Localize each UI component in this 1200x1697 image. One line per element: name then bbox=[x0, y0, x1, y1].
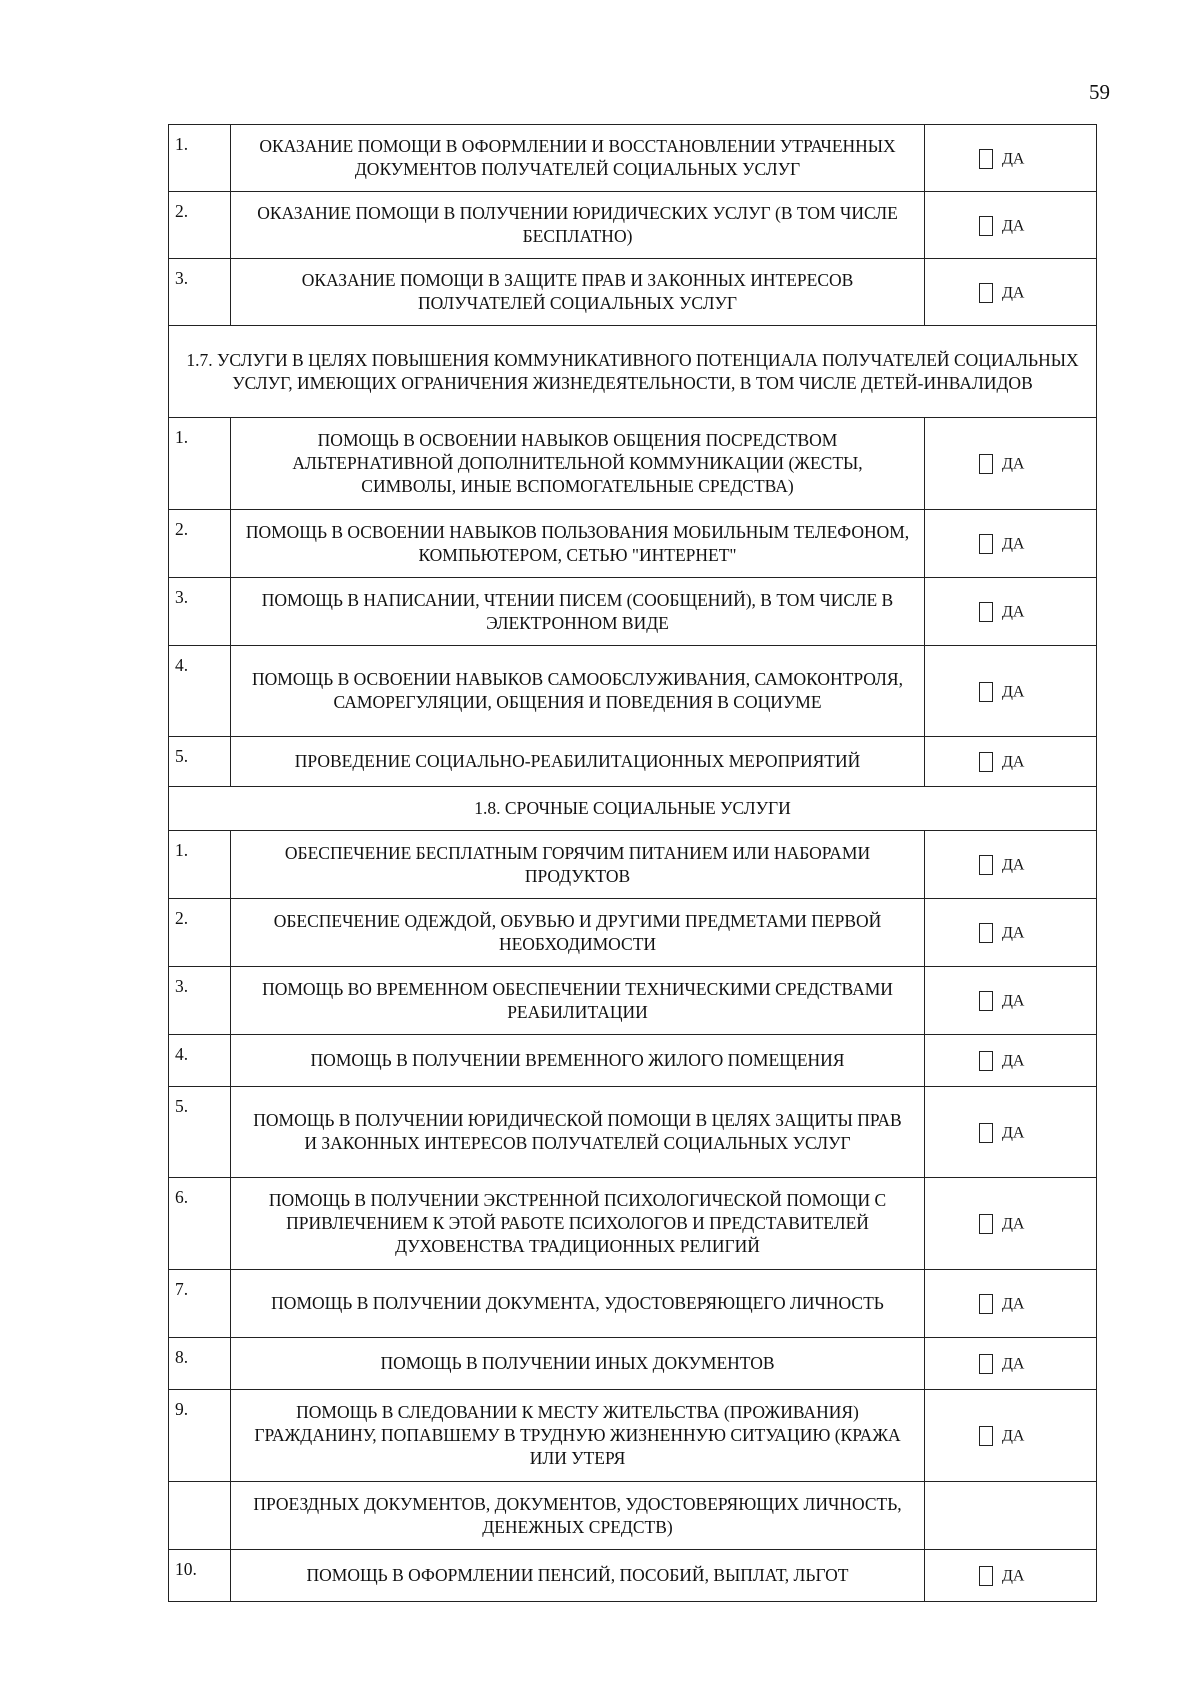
service-name: ОБЕСПЕЧЕНИЕ БЕСПЛАТНЫМ ГОРЯЧИМ ПИТАНИЕМ ИЛИ НАБОРАМИ ПРОДУКТОВ bbox=[231, 831, 925, 899]
table-row bbox=[169, 259, 1097, 326]
service-name: ПОМОЩЬ В НАПИСАНИИ, ЧТЕНИИ ПИСЕМ (СООБЩЕНИЙ), В ТОМ ЧИСЛЕ В ЭЛЕКТРОННОМ ВИДЕ bbox=[231, 578, 925, 646]
service-name: ПРОВЕДЕНИЕ СОЦИАЛЬНО-РЕАБИЛИТАЦИОННЫХ МЕРОПРИЯТИЙ bbox=[231, 737, 925, 787]
yes-label: ДА bbox=[1002, 455, 1025, 473]
checkbox[interactable] bbox=[979, 1123, 993, 1143]
service-name: ПОМОЩЬ В ОСВОЕНИИ НАВЫКОВ САМООБСЛУЖИВАНИЯ, САМОКОНТРОЛЯ, САМОРЕГУЛЯЦИИ, ОБЩЕНИЯ И ПОВЕДЕНИЯ В СОЦИУМЕ bbox=[231, 646, 925, 737]
table-row bbox=[169, 899, 1097, 967]
yes-label: ДА bbox=[1002, 753, 1025, 771]
table-row bbox=[169, 1550, 1097, 1602]
yes-option[interactable] bbox=[925, 737, 1097, 787]
service-name: ОБЕСПЕЧЕНИЕ ОДЕЖДОЙ, ОБУВЬЮ И ДРУГИМИ ПРЕДМЕТАМИ ПЕРВОЙ НЕОБХОДИМОСТИ bbox=[231, 899, 925, 967]
yes-label: ДА bbox=[1002, 992, 1025, 1010]
yes-option[interactable] bbox=[925, 1178, 1097, 1270]
checkbox[interactable] bbox=[979, 1051, 993, 1071]
checkbox[interactable] bbox=[979, 602, 993, 622]
checkbox[interactable] bbox=[979, 991, 993, 1011]
table-row bbox=[169, 967, 1097, 1035]
section-heading: 1.8. СРОЧНЫЕ СОЦИАЛЬНЫЕ УСЛУГИ bbox=[169, 787, 1097, 831]
row-number: 6. bbox=[169, 1178, 231, 1270]
empty-check-cell bbox=[925, 1482, 1097, 1550]
table-row bbox=[169, 737, 1097, 787]
service-name: ПОМОЩЬ В ПОЛУЧЕНИИ ИНЫХ ДОКУМЕНТОВ bbox=[231, 1338, 925, 1390]
yes-option[interactable] bbox=[925, 646, 1097, 737]
section-row bbox=[169, 787, 1097, 831]
yes-option[interactable] bbox=[925, 125, 1097, 192]
yes-option[interactable] bbox=[925, 1338, 1097, 1390]
checkbox[interactable] bbox=[979, 1354, 993, 1374]
yes-label: ДА bbox=[1002, 1427, 1025, 1445]
yes-label: ДА bbox=[1002, 217, 1025, 235]
checkbox[interactable] bbox=[979, 682, 993, 702]
row-number: 9. bbox=[169, 1390, 231, 1482]
yes-option[interactable] bbox=[925, 831, 1097, 899]
yes-label: ДА bbox=[1002, 1052, 1025, 1070]
checkbox[interactable] bbox=[979, 1426, 993, 1446]
yes-label: ДА bbox=[1002, 1355, 1025, 1373]
service-name: ПОМОЩЬ В ПОЛУЧЕНИИ ДОКУМЕНТА, УДОСТОВЕРЯЮЩЕГО ЛИЧНОСТЬ bbox=[231, 1270, 925, 1338]
yes-label: ДА bbox=[1002, 535, 1025, 553]
yes-label: ДА bbox=[1002, 284, 1025, 302]
checkbox[interactable] bbox=[979, 1294, 993, 1314]
yes-label: ДА bbox=[1002, 924, 1025, 942]
checkbox[interactable] bbox=[979, 752, 993, 772]
table-row bbox=[169, 1035, 1097, 1087]
service-name: ПРОЕЗДНЫХ ДОКУМЕНТОВ, ДОКУМЕНТОВ, УДОСТОВЕРЯЮЩИХ ЛИЧНОСТЬ, ДЕНЕЖНЫХ СРЕДСТВ) bbox=[231, 1482, 925, 1550]
services-table-body bbox=[169, 125, 1097, 1602]
service-name: ПОМОЩЬ В ПОЛУЧЕНИИ ВРЕМЕННОГО ЖИЛОГО ПОМЕЩЕНИЯ bbox=[231, 1035, 925, 1087]
section-row bbox=[169, 326, 1097, 418]
yes-label: ДА bbox=[1002, 1295, 1025, 1313]
service-name: ОКАЗАНИЕ ПОМОЩИ В ПОЛУЧЕНИИ ЮРИДИЧЕСКИХ УСЛУГ (В ТОМ ЧИСЛЕ БЕСПЛАТНО) bbox=[231, 192, 925, 259]
row-number: 3. bbox=[169, 578, 231, 646]
checkbox[interactable] bbox=[979, 1566, 993, 1586]
row-number: 10. bbox=[169, 1550, 231, 1602]
yes-option[interactable] bbox=[925, 192, 1097, 259]
services-table bbox=[168, 124, 1097, 1602]
row-number: 4. bbox=[169, 646, 231, 737]
table-row bbox=[169, 125, 1097, 192]
yes-label: ДА bbox=[1002, 1215, 1025, 1233]
checkbox[interactable] bbox=[979, 923, 993, 943]
yes-label: ДА bbox=[1002, 856, 1025, 874]
row-number: 2. bbox=[169, 899, 231, 967]
yes-option[interactable] bbox=[925, 1270, 1097, 1338]
row-number: 7. bbox=[169, 1270, 231, 1338]
table-row bbox=[169, 578, 1097, 646]
service-name: ПОМОЩЬ В ПОЛУЧЕНИИ ЮРИДИЧЕСКОЙ ПОМОЩИ В ЦЕЛЯХ ЗАЩИТЫ ПРАВ И ЗАКОННЫХ ИНТЕРЕСОВ ПОЛУЧАТЕЛЕЙ СОЦИАЛЬНЫХ УСЛУГ bbox=[231, 1087, 925, 1178]
yes-option[interactable] bbox=[925, 259, 1097, 326]
row-number: 4. bbox=[169, 1035, 231, 1087]
yes-label: ДА bbox=[1002, 603, 1025, 621]
service-name: ОКАЗАНИЕ ПОМОЩИ В ОФОРМЛЕНИИ И ВОССТАНОВЛЕНИИ УТРАЧЕННЫХ ДОКУМЕНТОВ ПОЛУЧАТЕЛЕЙ СОЦИАЛЬНЫХ УСЛУГ bbox=[231, 125, 925, 192]
yes-option[interactable] bbox=[925, 418, 1097, 510]
yes-option[interactable] bbox=[925, 899, 1097, 967]
service-name: ОКАЗАНИЕ ПОМОЩИ В ЗАЩИТЕ ПРАВ И ЗАКОННЫХ ИНТЕРЕСОВ ПОЛУЧАТЕЛЕЙ СОЦИАЛЬНЫХ УСЛУГ bbox=[231, 259, 925, 326]
yes-option[interactable] bbox=[925, 967, 1097, 1035]
checkbox[interactable] bbox=[979, 855, 993, 875]
row-number: 5. bbox=[169, 1087, 231, 1178]
service-name: ПОМОЩЬ В ОСВОЕНИИ НАВЫКОВ ОБЩЕНИЯ ПОСРЕДСТВОМ АЛЬТЕРНАТИВНОЙ ДОПОЛНИТЕЛЬНОЙ КОММУНИКАЦИИ (ЖЕСТЫ, СИМВОЛЫ, ИНЫЕ ВСПОМОГАТЕЛЬНЫЕ СРЕДСТВА) bbox=[231, 418, 925, 510]
service-name: ПОМОЩЬ В СЛЕДОВАНИИ К МЕСТУ ЖИТЕЛЬСТВА (ПРОЖИВАНИЯ) ГРАЖДАНИНУ, ПОПАВШЕМУ В ТРУДНУЮ ЖИЗНЕННУЮ СИТУАЦИЮ (КРАЖА ИЛИ УТЕРЯ bbox=[231, 1390, 925, 1482]
table-row bbox=[169, 192, 1097, 259]
table-row bbox=[169, 1482, 1097, 1550]
row-number: 5. bbox=[169, 737, 231, 787]
row-number: 2. bbox=[169, 510, 231, 578]
yes-label: ДА bbox=[1002, 1124, 1025, 1142]
row-number: 1. bbox=[169, 418, 231, 510]
row-number: 1. bbox=[169, 831, 231, 899]
row-number: 2. bbox=[169, 192, 231, 259]
table-row bbox=[169, 418, 1097, 510]
table-row bbox=[169, 1270, 1097, 1338]
table-row bbox=[169, 1087, 1097, 1178]
section-heading: 1.7. УСЛУГИ В ЦЕЛЯХ ПОВЫШЕНИЯ КОММУНИКАТИВНОГО ПОТЕНЦИАЛА ПОЛУЧАТЕЛЕЙ СОЦИАЛЬНЫХ УСЛУГ, ИМЕЮЩИХ ОГРАНИЧЕНИЯ ЖИЗНЕДЕЯТЕЛЬНОСТИ, В ТОМ ЧИСЛЕ ДЕТЕЙ-ИНВАЛИДОВ bbox=[169, 326, 1097, 418]
table-row bbox=[169, 510, 1097, 578]
row-number: 1. bbox=[169, 125, 231, 192]
checkbox[interactable] bbox=[979, 216, 993, 236]
service-name: ПОМОЩЬ ВО ВРЕМЕННОМ ОБЕСПЕЧЕНИИ ТЕХНИЧЕСКИМИ СРЕДСТВАМИ РЕАБИЛИТАЦИИ bbox=[231, 967, 925, 1035]
yes-option[interactable] bbox=[925, 1087, 1097, 1178]
checkbox[interactable] bbox=[979, 283, 993, 303]
service-name: ПОМОЩЬ В ПОЛУЧЕНИИ ЭКСТРЕННОЙ ПСИХОЛОГИЧЕСКОЙ ПОМОЩИ С ПРИВЛЕЧЕНИЕМ К ЭТОЙ РАБОТЕ ПСИХОЛОГОВ И ПРЕДСТАВИТЕЛЕЙ ДУХОВЕНСТВА ТРАДИЦИОННЫХ РЕЛИГИЙ bbox=[231, 1178, 925, 1270]
service-name: ПОМОЩЬ В ОФОРМЛЕНИИ ПЕНСИЙ, ПОСОБИЙ, ВЫПЛАТ, ЛЬГОТ bbox=[231, 1550, 925, 1602]
row-number bbox=[169, 1482, 231, 1550]
yes-label: ДА bbox=[1002, 1567, 1025, 1585]
yes-option[interactable] bbox=[925, 1390, 1097, 1482]
service-name: ПОМОЩЬ В ОСВОЕНИИ НАВЫКОВ ПОЛЬЗОВАНИЯ МОБИЛЬНЫМ ТЕЛЕФОНОМ, КОМПЬЮТЕРОМ, СЕТЬЮ "ИНТЕРНЕТ" bbox=[231, 510, 925, 578]
page-number: 59 bbox=[1089, 80, 1110, 104]
table-row bbox=[169, 1178, 1097, 1270]
row-number: 3. bbox=[169, 259, 231, 326]
yes-option[interactable] bbox=[925, 1035, 1097, 1087]
table-row bbox=[169, 1390, 1097, 1482]
yes-label: ДА bbox=[1002, 683, 1025, 701]
table-row bbox=[169, 831, 1097, 899]
yes-option[interactable] bbox=[925, 578, 1097, 646]
checkbox[interactable] bbox=[979, 149, 993, 169]
table-row bbox=[169, 1338, 1097, 1390]
yes-option[interactable] bbox=[925, 1550, 1097, 1602]
table-row bbox=[169, 646, 1097, 737]
checkbox[interactable] bbox=[979, 454, 993, 474]
checkbox[interactable] bbox=[979, 1214, 993, 1234]
row-number: 8. bbox=[169, 1338, 231, 1390]
row-number: 3. bbox=[169, 967, 231, 1035]
yes-option[interactable] bbox=[925, 510, 1097, 578]
checkbox[interactable] bbox=[979, 534, 993, 554]
yes-label: ДА bbox=[1002, 150, 1025, 168]
